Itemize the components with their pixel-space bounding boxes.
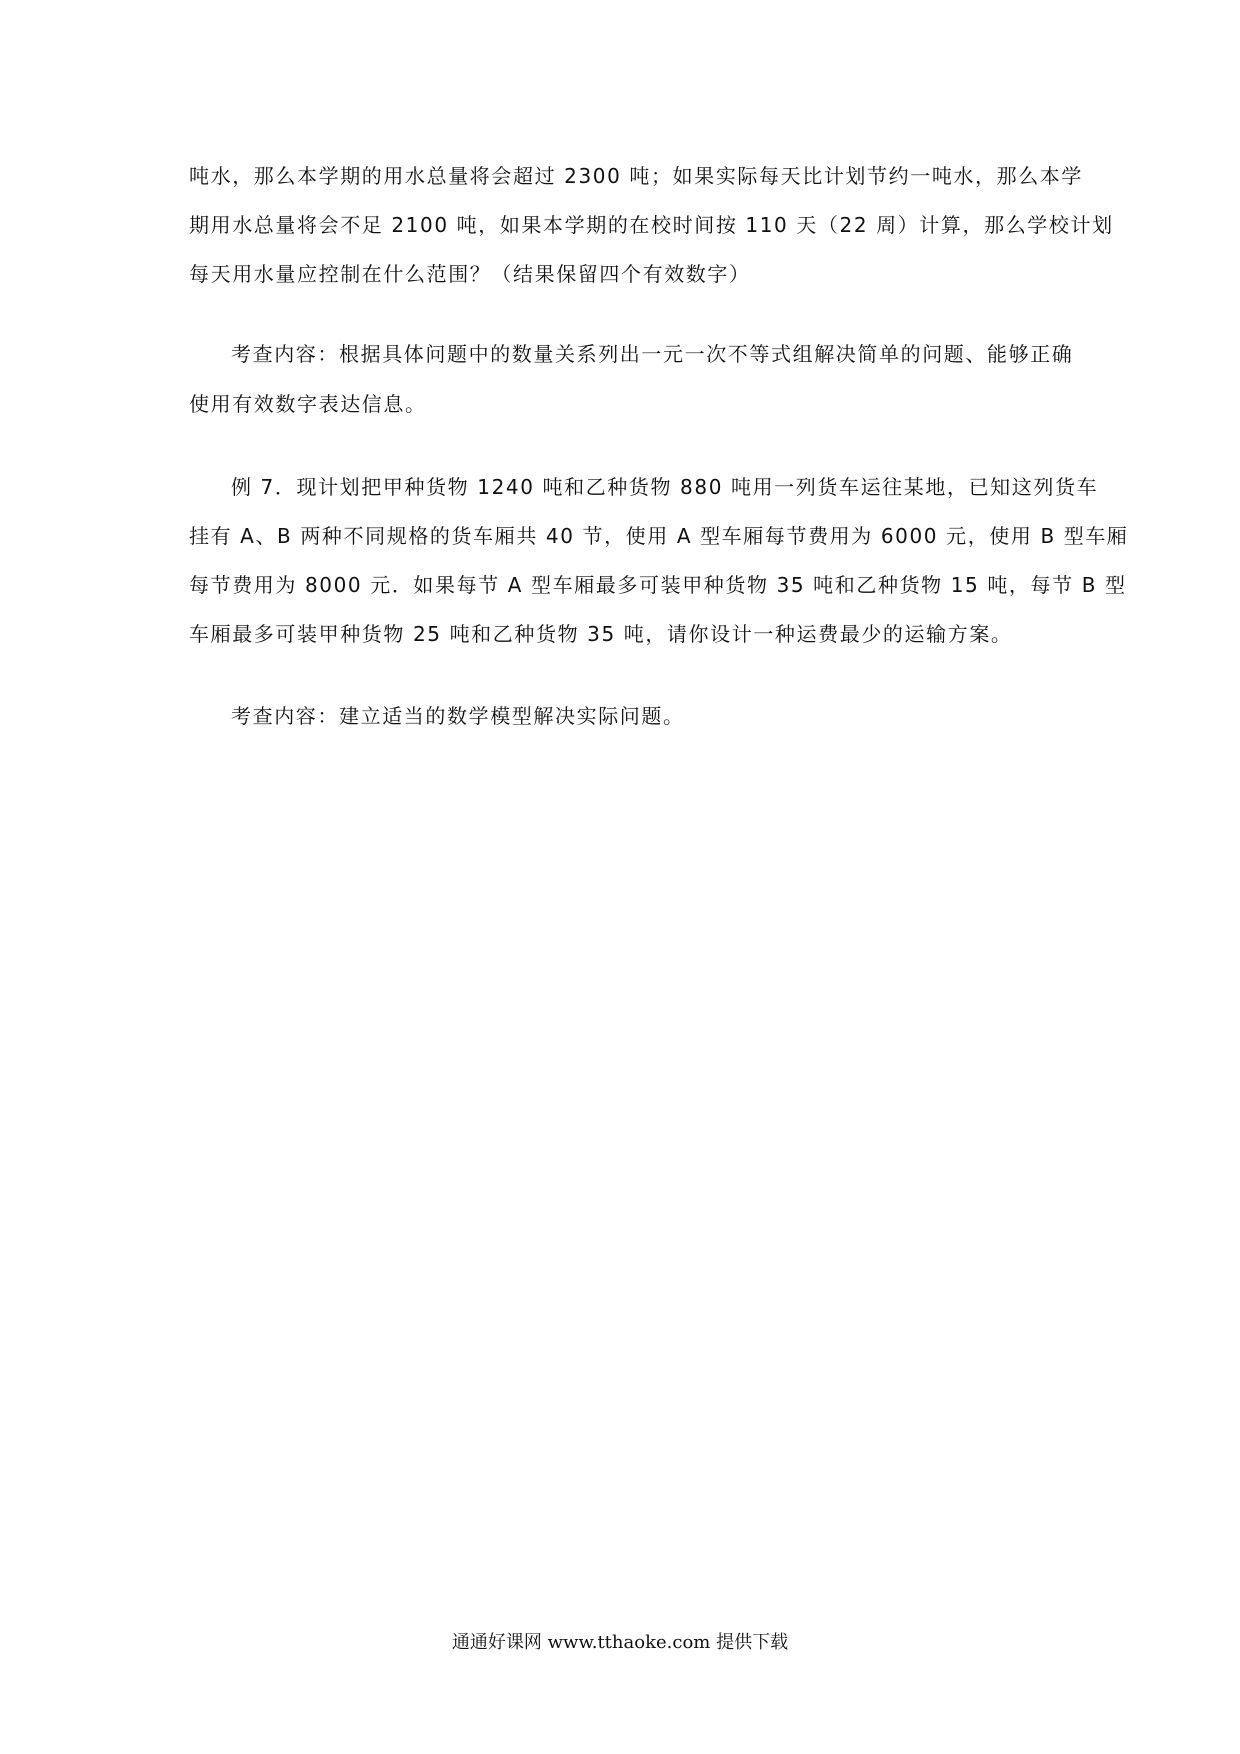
text-line: 使用有效数字表达信息。 [189, 392, 427, 416]
text-line: 例 7．现计划把甲种货物 1240 吨和乙种货物 880 吨用一列货车运往某地，已知这列货车 [231, 475, 1099, 499]
text-line: 考查内容：建立适当的数学模型解决实际问题。 [231, 704, 685, 728]
text-line: 挂有 A、B 两种不同规格的货车厢共 40 节，使用 A 型车厢每节费用为 6000 元，使用 B 型车厢 [189, 524, 1129, 548]
text-line: 期用水总量将会不足 2100 吨，如果本学期的在校时间按 110 天（22 周）计算，那么学校计划 [189, 213, 1114, 237]
page-footer: 通通好课网 www.tthaoke.com 提供下载 [451, 1632, 789, 1653]
text-line: 车厢最多可装甲种货物 25 吨和乙种货物 35 吨，请你设计一种运费最少的运输方案。 [189, 622, 1013, 646]
text-line: 考查内容：根据具体问题中的数量关系列出一元一次不等式组解决简单的问题、能够正确 [231, 342, 1074, 366]
text-line: 每节费用为 8000 元．如果每节 A 型车厢最多可装甲种货物 35 吨和乙种货物 15 吨，每节 B 型 [189, 573, 1127, 597]
text-line: 每天用水量应控制在什么范围？（结果保留四个有效数字） [189, 262, 751, 286]
text-line: 吨水，那么本学期的用水总量将会超过 2300 吨；如果实际每天比计划节约一吨水，那么本学 [189, 164, 1084, 188]
